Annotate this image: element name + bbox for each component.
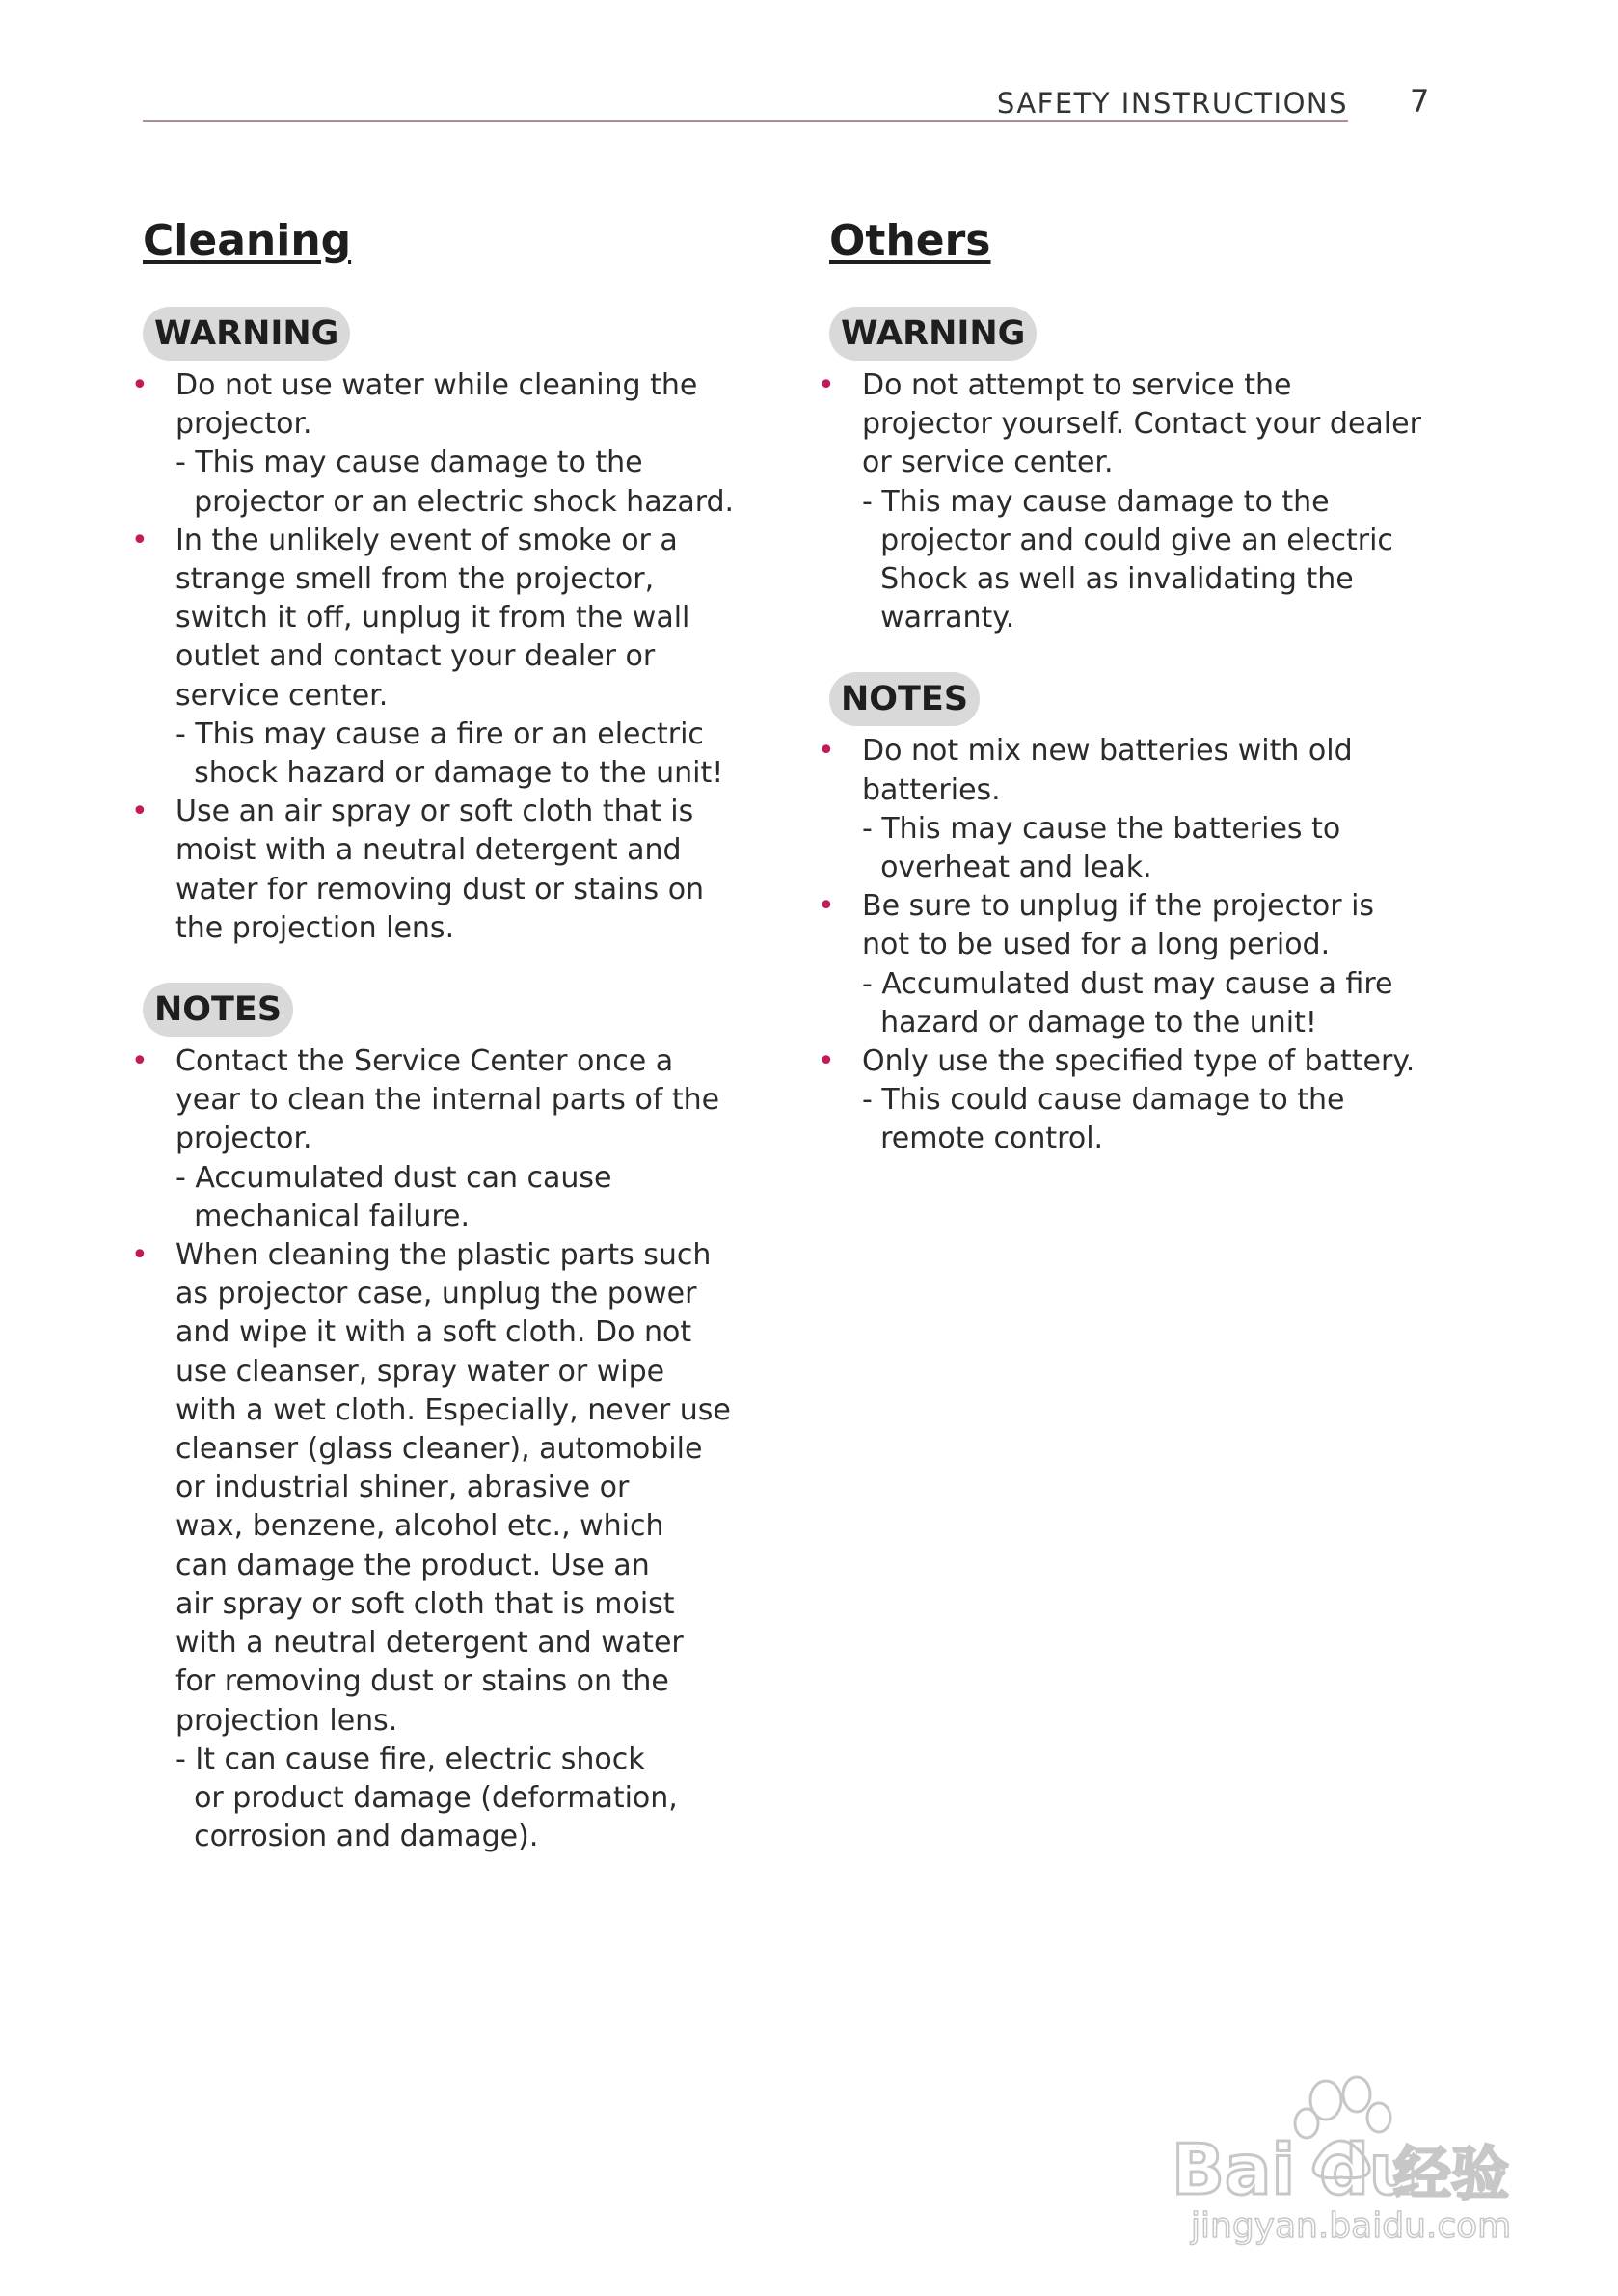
bullet-text-line: year to clean the internal parts of the	[175, 1083, 720, 1118]
bullet-consequence-line: remote control.	[862, 1121, 1104, 1156]
bullet-item	[818, 732, 1427, 887]
bullet-text-line: projector yourself. Contact your dealer	[862, 407, 1421, 442]
bullet-text-line: Contact the Service Center once a	[175, 1044, 674, 1079]
bullet-consequence-line: - This may cause the batteries to	[862, 811, 1341, 846]
bullet-consequence-line: projector and could give an electric	[862, 523, 1393, 557]
bullet-consequence-line: shock hazard or damage to the unit!	[175, 756, 724, 791]
bullet-text-line: as projector case, unplug the power	[175, 1277, 697, 1311]
bullet-text-line: can damage the product. Use an	[175, 1548, 650, 1582]
bullet-text-line: air spray or soft cloth that is moist	[175, 1586, 675, 1621]
bullet-text-line: the projection lens.	[175, 910, 455, 945]
watermark-url: jingyan.baidu.com	[1191, 2206, 1512, 2246]
bullet-text-line: and wipe it with a soft cloth. Do not	[175, 1315, 692, 1350]
bullet-text-line: When cleaning the plastic parts such	[175, 1238, 712, 1273]
bullet-consequence-line: - This could cause damage to the	[862, 1083, 1345, 1118]
cleaning-warning-badge: WARNING	[143, 307, 350, 361]
bullet-text-line: projector.	[175, 1121, 312, 1156]
bullet-item	[131, 1042, 741, 1236]
bullet-icon: •	[131, 795, 148, 829]
bullet-consequence-line: hazard or damage to the unit!	[862, 1005, 1317, 1040]
cleaning-column	[131, 214, 741, 1891]
bullet-text-line: water for removing dust or stains on	[175, 872, 705, 906]
bullet-text-line: service center.	[175, 678, 389, 713]
page-header	[143, 77, 1348, 123]
bullet-text-line: with a wet cloth. Especially, never use	[175, 1392, 731, 1427]
bullet-item	[818, 1042, 1427, 1159]
bullet-consequence-line: overheat and leak.	[862, 851, 1152, 885]
watermark-brand: Bai du	[1172, 2129, 1419, 2210]
bullet-text-line: strange smell from the projector,	[175, 562, 655, 597]
bullet-text-line: Do not mix new batteries with old	[862, 734, 1353, 769]
bullet-text-line: not to be used for a long period.	[862, 928, 1331, 962]
bullet-consequence-line: Shock as well as invalidating the	[862, 562, 1354, 597]
bullet-icon: •	[818, 734, 835, 769]
bullet-consequence-line: projector or an electric shock hazard.	[175, 484, 735, 519]
bullet-icon: •	[131, 1238, 148, 1273]
bullet-text-line: moist with a neutral detergent and	[175, 833, 682, 868]
bullet-consequence-line: - Accumulated dust can cause	[175, 1160, 612, 1195]
bullet-item	[131, 366, 741, 522]
bullet-item	[818, 887, 1427, 1042]
bullet-consequence-line: - This may cause damage to the	[862, 484, 1330, 519]
bullet-icon: •	[818, 1044, 835, 1079]
bullet-consequence-line: warranty.	[862, 601, 1015, 635]
bullet-icon: •	[818, 889, 835, 924]
bullet-consequence-line: corrosion and damage).	[175, 1820, 539, 1854]
cleaning-notes-list	[131, 1042, 741, 1856]
baidu-watermark	[1152, 2054, 1538, 2247]
bullet-text-line: use cleanser, spray water or wipe	[175, 1354, 665, 1389]
bullet-text-line: with a neutral detergent and water	[175, 1626, 684, 1661]
bullet-icon: •	[131, 368, 148, 402]
bullet-consequence-line: - Accumulated dust may cause a fire	[862, 966, 1393, 1001]
bullet-text-line: for removing dust or stains on the	[175, 1664, 669, 1699]
bullet-item	[131, 522, 741, 793]
bullet-consequence-line: mechanical failure.	[175, 1199, 471, 1233]
bullet-item	[818, 366, 1427, 637]
others-notes-list	[818, 732, 1427, 1158]
bullet-text-line: batteries.	[862, 772, 1001, 807]
bullet-icon: •	[131, 523, 148, 557]
bullet-text-line: outlet and contact your dealer or	[175, 639, 656, 674]
bullet-text-line: switch it off, unplug it from the wall	[175, 601, 690, 635]
others-warning-list	[818, 366, 1427, 637]
page-number: 7	[1410, 83, 1430, 120]
others-column	[818, 214, 1427, 1194]
bullet-consequence-line: - This may cause damage to the	[175, 446, 643, 480]
header-title: SAFETY INSTRUCTIONS	[996, 87, 1348, 120]
baidu-logo-icon	[1152, 2054, 1538, 2247]
bullet-consequence-line: - It can cause fire, electric shock	[175, 1742, 645, 1776]
watermark-chinese: 经验	[1393, 2141, 1509, 2208]
others-notes-badge: NOTES	[829, 672, 980, 726]
bullet-text-line: wax, benzene, alcohol etc., which	[175, 1509, 664, 1544]
bullet-text-line: Do not use water while cleaning the	[175, 368, 698, 402]
others-title: Others	[829, 216, 991, 265]
bullet-consequence-line: - This may cause a fire or an electric	[175, 716, 704, 751]
bullet-text-line: projection lens.	[175, 1703, 398, 1738]
bullet-text-line: Only use the specified type of battery.	[862, 1044, 1416, 1079]
bullet-text-line: or service center.	[862, 446, 1114, 480]
header-rule	[143, 120, 1348, 122]
cleaning-warning-list	[131, 366, 741, 948]
bullet-text-line: Use an air spray or soft cloth that is	[175, 795, 694, 829]
bullet-item	[131, 1236, 741, 1856]
cleaning-notes-badge: NOTES	[143, 983, 293, 1037]
bullet-text-line: cleanser (glass cleaner), automobile	[175, 1432, 703, 1467]
bullet-consequence-line: or product damage (deformation,	[175, 1780, 678, 1815]
bullet-text-line: Do not attempt to service the	[862, 368, 1292, 402]
cleaning-title: Cleaning	[143, 216, 352, 265]
bullet-text-line: or industrial shiner, abrasive or	[175, 1471, 630, 1505]
bullet-text-line: projector.	[175, 407, 312, 442]
bullet-text-line: In the unlikely event of smoke or a	[175, 523, 678, 557]
others-warning-badge: WARNING	[829, 307, 1037, 361]
bullet-text-line: Be sure to unplug if the projector is	[862, 889, 1375, 924]
bullet-icon: •	[818, 368, 835, 402]
bullet-icon: •	[131, 1044, 148, 1079]
bullet-item	[131, 793, 741, 948]
